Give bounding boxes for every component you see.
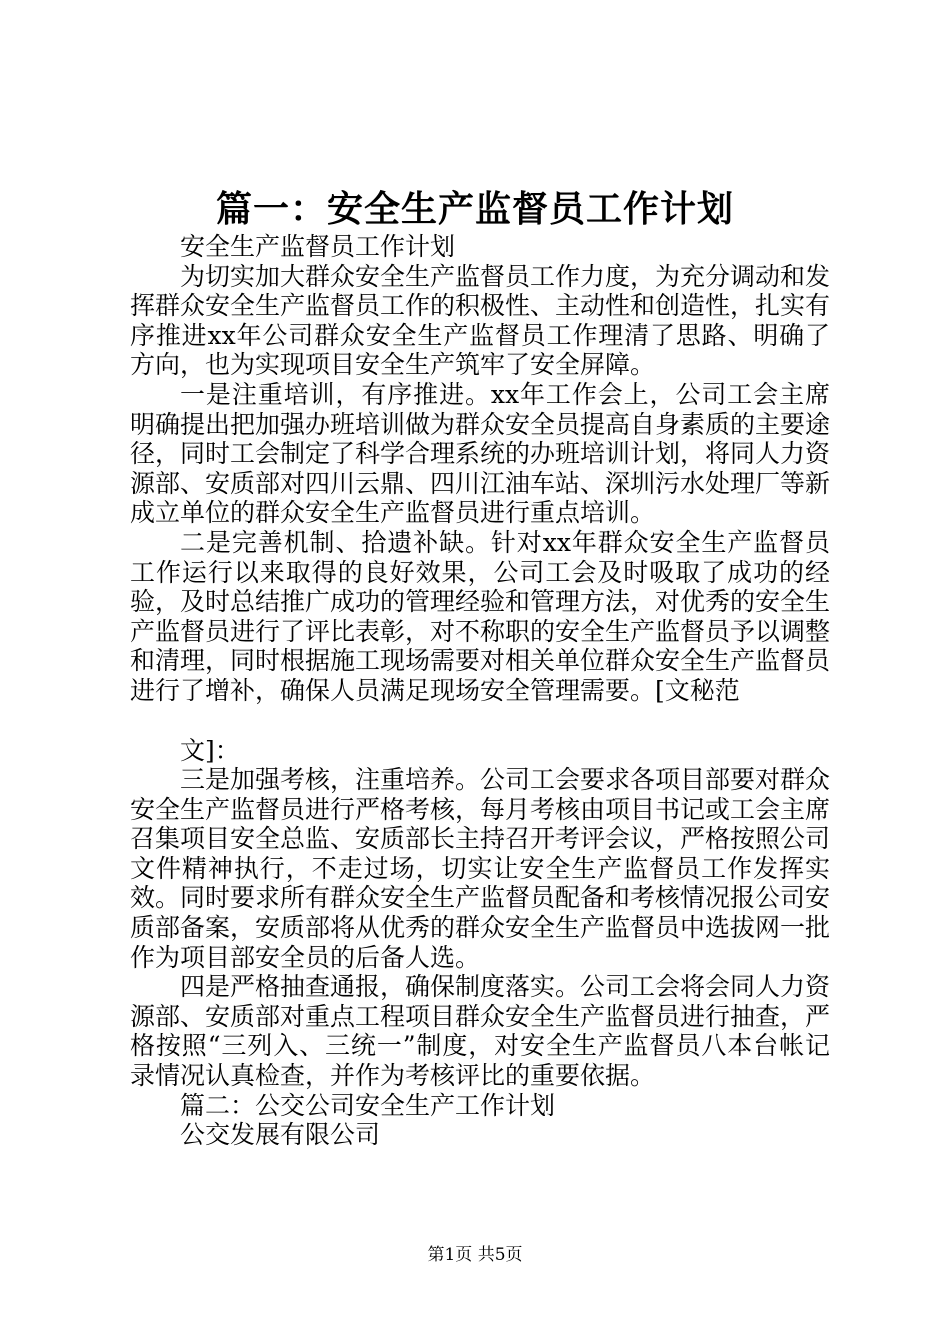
page-number-footer: 第1页 共5页	[427, 1245, 523, 1265]
paragraph-continuation: 文]：	[180, 735, 240, 765]
paragraph-section-two-heading: 篇二：公交公司安全生产工作计划	[180, 1090, 556, 1120]
paragraph-intro: 为切实加大群众安全生产监督员工作力度，为充分调动和发挥群众安全生产监督员工作的积极性、主动性和创造性，扎实有序推进xx年公司群众安全生产监督员工作理清了思路、明确了方向，也为实现项目安全生产筑牢了安全屏障。	[130, 261, 831, 380]
document-title: 篇一：安全生产监督员工作计划	[215, 188, 734, 230]
paragraph-point-four: 四是严格抽查通报，确保制度落实。公司工会将会同人力资源部、安质部对重点工程项目群众安全生产监督员进行抽查，严格按照“三列入、三统一”制度，对安全生产监督员八本台帐记录情况认真检查，并作为考核评比的重要依据。	[130, 972, 831, 1091]
paragraph-subtitle: 安全生产监督员工作计划	[180, 232, 456, 261]
paragraph-company-name: 公交发展有限公司	[180, 1120, 381, 1150]
paragraph-point-two: 二是完善机制、拾遗补缺。针对xx年群众安全生产监督员工作运行以来取得的良好效果，公司工会及时吸取了成功的经验，及时总结推广成功的管理经验和管理方法，对优秀的安全生产监督员进行了评比表彰，对不称职的安全生产监督员予以调整和清理，同时根据施工现场需要对相关单位群众安全生产监督员进行了增补，确保人员满足现场安全管理需要。[文秘范	[130, 527, 831, 705]
paragraph-point-one: 一是注重培训，有序推进。xx年工作会上，公司工会主席明确提出把加强办班培训做为群众安全员提高自身素质的主要途径，同时工会制定了科学合理系统的办班培训计划，将同人力资源部、安质部对四川云鼎、四川江油车站、深圳污水处理厂等新成立单位的群众安全生产监督员进行重点培训。	[130, 379, 831, 528]
document-body	[130, 232, 830, 1150]
paragraph-point-three: 三是加强考核，注重培养。公司工会要求各项目部要对群众安全生产监督员进行严格考核，每月考核由项目书记或工会主席召集项目安全总监、安质部长主持召开考评会议，严格按照公司文件精神执行，不走过场，切实让安全生产监督员工作发挥实效。同时要求所有群众安全生产监督员配备和考核情况报公司安质部备案，安质部将从优秀的群众安全生产监督员中选拔网一批作为项目部安全员的后备人选。	[130, 765, 831, 972]
